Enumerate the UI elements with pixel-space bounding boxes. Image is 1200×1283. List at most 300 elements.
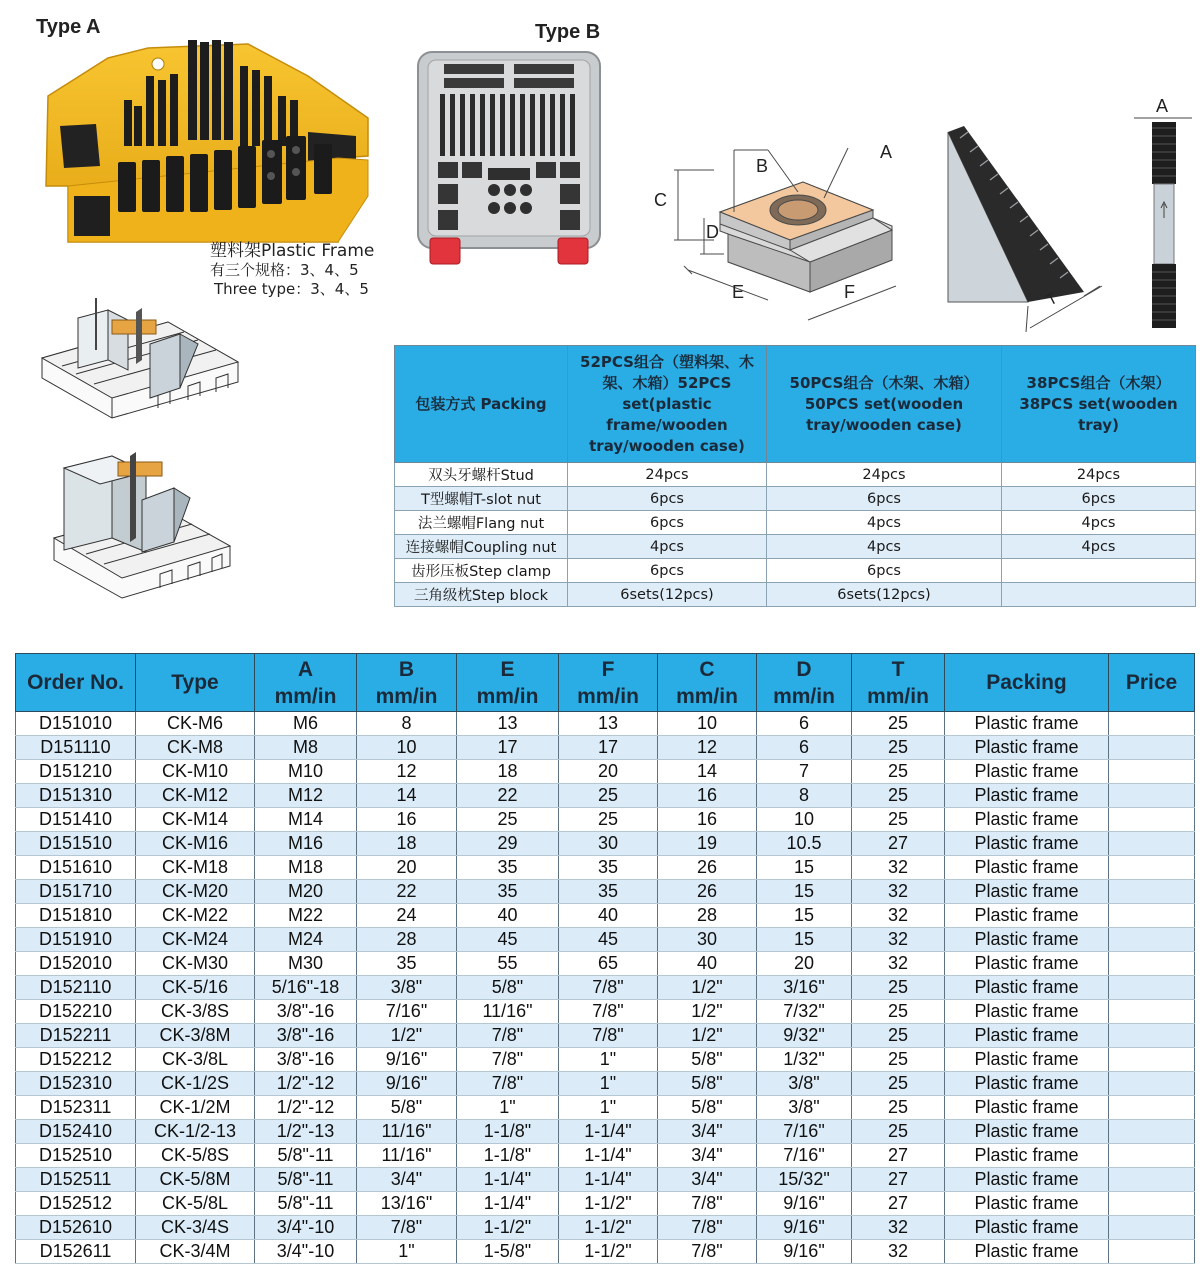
spec-value-cell: 25 [852,1024,945,1048]
spec-value-cell: 25 [852,1120,945,1144]
spec-value-cell: 28 [658,904,757,928]
price-cell [1109,1072,1195,1096]
price-cell [1109,1216,1195,1240]
spec-value-cell: 5/16"-18 [255,976,357,1000]
spec-value-cell: 20 [757,952,852,976]
packing-quantity-cell: 6pcs [568,487,767,511]
price-cell [1109,784,1195,808]
spec-table-row [16,1240,1195,1264]
order-number-cell: D151210 [16,760,136,784]
spec-value-cell: 6 [757,736,852,760]
dim-label-t: T [1043,289,1061,310]
packing-table-row [395,487,1196,511]
order-number-cell: D152611 [16,1240,136,1264]
spec-value-cell: 18 [457,760,559,784]
price-cell [1109,1120,1195,1144]
spec-value-cell: 8 [357,712,457,736]
spec-value-cell: 65 [559,952,658,976]
order-number-cell: D152212 [16,1048,136,1072]
price-cell [1109,760,1195,784]
spec-table-row [16,976,1195,1000]
spec-value-cell: Plastic frame [945,1216,1109,1240]
spec-value-cell: 26 [658,856,757,880]
type-cell: CK-3/4M [136,1240,255,1264]
spec-value-cell: Plastic frame [945,1072,1109,1096]
spec-value-cell: 1-1/4" [457,1168,559,1192]
frame-note-line-1: 塑料架Plastic Frame [210,241,375,261]
spec-header-unit: mm/in [274,684,337,708]
type-cell: CK-M24 [136,928,255,952]
spec-value-cell: Plastic frame [945,928,1109,952]
spec-value-cell: Plastic frame [945,976,1109,1000]
price-cell [1109,736,1195,760]
packing-quantity-cell: 6sets(12pcs) [568,583,767,607]
spec-header-label: B [398,657,415,681]
spec-value-cell: 1-1/8" [457,1120,559,1144]
spec-value-cell: 55 [457,952,559,976]
spec-header-label: C [699,657,715,681]
price-cell [1109,976,1195,1000]
spec-value-cell: 25 [852,760,945,784]
order-number-cell: D152310 [16,1072,136,1096]
order-number-cell: D151010 [16,712,136,736]
packing-quantity-cell: 6pcs [568,511,767,535]
spec-header-cell [255,654,357,712]
clamp-setup-illustration-1 [38,290,242,422]
order-number-cell: D151510 [16,832,136,856]
packing-table-row [395,463,1196,487]
spec-value-cell: 1" [559,1048,658,1072]
spec-value-cell: 40 [457,904,559,928]
spec-header-label: F [601,657,615,681]
spec-value-cell: 12 [357,760,457,784]
spec-value-cell: 17 [559,736,658,760]
type-cell: CK-5/16 [136,976,255,1000]
spec-value-cell: 25 [852,1048,945,1072]
spec-value-cell: 17 [457,736,559,760]
spec-value-cell: 3/8" [757,1072,852,1096]
type-cell: CK-M12 [136,784,255,808]
spec-value-cell: 1-5/8" [457,1240,559,1264]
type-cell: CK-M22 [136,904,255,928]
spec-value-cell: 3/8"-16 [255,1000,357,1024]
dim-label-a-stud: A [1156,96,1169,116]
spec-value-cell: 25 [852,808,945,832]
spec-value-cell: 1" [357,1240,457,1264]
spec-value-cell: M22 [255,904,357,928]
packing-quantity-cell [1002,559,1196,583]
spec-value-cell: 10 [357,736,457,760]
type-cell: CK-5/8M [136,1168,255,1192]
packing-table-row [395,535,1196,559]
spec-value-cell: 7/16" [757,1144,852,1168]
spec-value-cell: Plastic frame [945,1024,1109,1048]
clamp-kit-spec-table [15,653,1195,1264]
spec-value-cell: Plastic frame [945,1192,1109,1216]
packing-header-cell: 38PCS组合（木架）38PCS set(wooden tray) [1002,346,1196,463]
spec-value-cell: Plastic frame [945,904,1109,928]
price-cell [1109,1096,1195,1120]
spec-value-cell: 7/16" [357,1000,457,1024]
type-cell: CK-M16 [136,832,255,856]
spec-table-row [16,1192,1195,1216]
spec-value-cell: 1/2" [658,1024,757,1048]
spec-value-cell: 7/16" [757,1120,852,1144]
price-cell [1109,808,1195,832]
order-number-cell: D151310 [16,784,136,808]
frame-note-line-2: 有三个规格：3、4、5 [210,261,359,279]
spec-value-cell: M14 [255,808,357,832]
packing-quantity-cell: 4pcs [767,535,1002,559]
dim-label-d: D [706,222,719,242]
spec-header-unit: mm/in [676,684,738,708]
type-cell: CK-3/4S [136,1216,255,1240]
spec-value-cell: 35 [457,856,559,880]
packing-quantity-cell: 4pcs [1002,511,1196,535]
spec-table-row [16,856,1195,880]
spec-header-label: Price [1125,671,1178,694]
order-number-cell: D151910 [16,928,136,952]
spec-table-row [16,1000,1195,1024]
spec-value-cell: 5/8" [658,1096,757,1120]
spec-value-cell: 7/8" [658,1192,757,1216]
spec-value-cell: 11/16" [457,1000,559,1024]
step-block-dimension-diagram [940,122,1112,338]
spec-header-unit: mm/in [773,684,835,708]
spec-value-cell: M8 [255,736,357,760]
type-cell: CK-5/8L [136,1192,255,1216]
order-number-cell: D151110 [16,736,136,760]
spec-value-cell: 10 [658,712,757,736]
type-cell: CK-M30 [136,952,255,976]
spec-value-cell: 27 [852,1192,945,1216]
spec-value-cell: 15 [757,928,852,952]
spec-table-row [16,880,1195,904]
spec-header-cell [852,654,945,712]
order-number-cell: D152510 [16,1144,136,1168]
spec-value-cell: 3/8" [357,976,457,1000]
spec-header-cell [136,654,255,712]
packing-quantity-cell: 4pcs [767,511,1002,535]
spec-value-cell: 30 [559,832,658,856]
spec-value-cell: Plastic frame [945,952,1109,976]
packing-quantity-cell: 4pcs [1002,535,1196,559]
spec-value-cell: 20 [357,856,457,880]
packing-quantity-cell: 4pcs [568,535,767,559]
spec-value-cell: 12 [658,736,757,760]
dim-label-a: A [880,142,893,162]
stud-dimension-diagram [1128,96,1200,332]
packing-quantity-cell: 6pcs [767,559,1002,583]
type-cell: CK-M6 [136,712,255,736]
spec-value-cell: 19 [658,832,757,856]
packing-quantity-cell [1002,583,1196,607]
spec-table-row [16,952,1195,976]
packing-quantity-cell: 24pcs [767,463,1002,487]
spec-value-cell: 20 [559,760,658,784]
spec-value-cell: 25 [852,784,945,808]
price-cell [1109,1168,1195,1192]
spec-value-cell: 7/8" [559,1024,658,1048]
spec-header-unit: mm/in [867,684,929,708]
spec-value-cell: 25 [852,736,945,760]
packing-quantity-cell: 6pcs [1002,487,1196,511]
packing-table-row [395,559,1196,583]
dim-label-c: C [654,190,667,210]
spec-value-cell: 5/8"-11 [255,1168,357,1192]
spec-header-cell [559,654,658,712]
price-cell [1109,1048,1195,1072]
price-cell [1109,880,1195,904]
spec-table-header [16,654,1195,712]
price-cell [1109,832,1195,856]
t-slot-nut-dimension-diagram [648,142,914,332]
spec-value-cell: 1" [559,1096,658,1120]
spec-value-cell: 9/16" [757,1216,852,1240]
spec-value-cell: M12 [255,784,357,808]
spec-table-row [16,1168,1195,1192]
spec-value-cell: 1-1/2" [457,1216,559,1240]
price-cell [1109,904,1195,928]
spec-value-cell: 1-1/4" [559,1144,658,1168]
spec-value-cell: 25 [457,808,559,832]
spec-value-cell: Plastic frame [945,1000,1109,1024]
packing-quantity-cell: 6pcs [767,487,1002,511]
spec-value-cell: 3/16" [757,976,852,1000]
spec-value-cell: 6 [757,712,852,736]
packing-table-row [395,511,1196,535]
spec-value-cell: Plastic frame [945,1096,1109,1120]
spec-value-cell: 35 [559,856,658,880]
order-number-cell: D151710 [16,880,136,904]
packing-quantity-cell: 24pcs [1002,463,1196,487]
spec-value-cell: M24 [255,928,357,952]
order-number-cell: D151610 [16,856,136,880]
spec-value-cell: 14 [658,760,757,784]
spec-value-cell: 3/8"-16 [255,1024,357,1048]
spec-header-label: Packing [986,671,1067,694]
type-cell: CK-M18 [136,856,255,880]
price-cell [1109,1192,1195,1216]
spec-value-cell: 24 [357,904,457,928]
spec-value-cell: 27 [852,1168,945,1192]
order-number-cell: D152110 [16,976,136,1000]
spec-value-cell: 9/16" [757,1240,852,1264]
spec-value-cell: 35 [457,880,559,904]
spec-value-cell: M6 [255,712,357,736]
spec-header-cell [1109,654,1195,712]
spec-table-row [16,832,1195,856]
spec-value-cell: 32 [852,1216,945,1240]
spec-table-row [16,760,1195,784]
spec-value-cell: Plastic frame [945,1120,1109,1144]
spec-header-label: D [796,657,812,681]
price-cell [1109,928,1195,952]
dim-label-e: E [732,282,745,302]
spec-table-row [16,1144,1195,1168]
spec-value-cell: 7/8" [559,1000,658,1024]
price-cell [1109,1000,1195,1024]
plastic-frame-clamp-kit-image [38,36,374,248]
packing-table-header [395,346,1196,463]
spec-header-label: A [297,657,314,681]
spec-table-row [16,1072,1195,1096]
spec-value-cell: Plastic frame [945,784,1109,808]
spec-value-cell: Plastic frame [945,856,1109,880]
packing-quantity-cell: 6sets(12pcs) [767,583,1002,607]
spec-header-cell [945,654,1109,712]
spec-value-cell: 5/8" [658,1048,757,1072]
spec-value-cell: 13 [559,712,658,736]
spec-header-cell [757,654,852,712]
spec-value-cell: 1-1/2" [559,1240,658,1264]
packing-item-name: 法兰螺帽Flang nut [395,511,568,535]
spec-value-cell: 15 [757,880,852,904]
spec-value-cell: 22 [357,880,457,904]
spec-value-cell: 32 [852,880,945,904]
spec-value-cell: 3/4" [658,1168,757,1192]
type-cell: CK-M20 [136,880,255,904]
spec-value-cell: 9/32" [757,1024,852,1048]
spec-value-cell: 13/16" [357,1192,457,1216]
spec-value-cell: 22 [457,784,559,808]
spec-table-row [16,1096,1195,1120]
spec-header-cell [457,654,559,712]
order-number-cell: D152010 [16,952,136,976]
type-cell: CK-3/8L [136,1048,255,1072]
spec-value-cell: 1/2" [658,1000,757,1024]
spec-value-cell: M30 [255,952,357,976]
spec-value-cell: 9/16" [757,1192,852,1216]
packing-quantity-cell: 24pcs [568,463,767,487]
spec-value-cell: 32 [852,1240,945,1264]
spec-value-cell: 27 [852,1144,945,1168]
spec-header-cell [16,654,136,712]
spec-value-cell: Plastic frame [945,1168,1109,1192]
spec-value-cell: 1" [559,1072,658,1096]
spec-value-cell: Plastic frame [945,760,1109,784]
spec-header-unit: mm/in [476,684,539,708]
spec-value-cell: 26 [658,880,757,904]
spec-value-cell: 15 [757,904,852,928]
packing-item-name: 三角级枕Step block [395,583,568,607]
spec-table-row [16,712,1195,736]
type-cell: CK-5/8S [136,1144,255,1168]
order-number-cell: D152210 [16,1000,136,1024]
spec-table-row [16,904,1195,928]
spec-value-cell: 27 [852,832,945,856]
spec-value-cell: 1-1/4" [457,1192,559,1216]
spec-table-row [16,928,1195,952]
packing-header-cell: 50PCS组合（木架、木箱）50PCS set(wooden tray/wooden case) [767,346,1002,463]
price-cell [1109,712,1195,736]
dim-label-f: F [844,282,855,302]
spec-header-cell [658,654,757,712]
spec-value-cell: M18 [255,856,357,880]
spec-header-label: E [500,657,515,681]
packing-item-name: 双头牙螺杆Stud [395,463,568,487]
spec-value-cell: 15/32" [757,1168,852,1192]
type-cell: CK-3/8M [136,1024,255,1048]
order-number-cell: D152610 [16,1216,136,1240]
spec-value-cell: 7 [757,760,852,784]
order-number-cell: D152311 [16,1096,136,1120]
spec-table-row [16,736,1195,760]
packing-header-cell: 包装方式 Packing [395,346,568,463]
spec-header-cell [357,654,457,712]
spec-value-cell: 5/8" [457,976,559,1000]
spec-value-cell: 3/4" [658,1144,757,1168]
spec-value-cell: Plastic frame [945,1240,1109,1264]
spec-header-label: T [891,657,905,681]
spec-value-cell: 5/8"-11 [255,1192,357,1216]
spec-value-cell: 1/2" [658,976,757,1000]
spec-value-cell: Plastic frame [945,808,1109,832]
spec-value-cell: 1-1/8" [457,1144,559,1168]
spec-value-cell: 15 [757,856,852,880]
spec-value-cell: 14 [357,784,457,808]
spec-value-cell: 30 [658,928,757,952]
spec-value-cell: 25 [852,1000,945,1024]
spec-header-label: Type [171,671,219,694]
spec-value-cell: 3/4" [357,1168,457,1192]
spec-value-cell: 7/8" [658,1240,757,1264]
spec-table-row [16,1024,1195,1048]
spec-value-cell: 35 [357,952,457,976]
price-cell [1109,856,1195,880]
spec-value-cell: 9/16" [357,1072,457,1096]
type-a-title: Type A [36,16,101,38]
type-cell: CK-M8 [136,736,255,760]
spec-value-cell: 8 [757,784,852,808]
type-b-title: Type B [535,21,601,43]
spec-value-cell: 40 [559,904,658,928]
packing-table-row [395,583,1196,607]
spec-value-cell: 32 [852,952,945,976]
packing-header-cell: 52PCS组合（塑料架、木架、木箱）52PCS set(plastic frame/wooden tray/wooden case) [568,346,767,463]
spec-value-cell: 10 [757,808,852,832]
spec-value-cell: 35 [559,880,658,904]
spec-table-row [16,1048,1195,1072]
spec-value-cell: 32 [852,904,945,928]
spec-value-cell: Plastic frame [945,832,1109,856]
spec-header-unit: mm/in [577,684,639,708]
order-number-cell: D151810 [16,904,136,928]
spec-value-cell: 1/32" [757,1048,852,1072]
spec-value-cell: 1-1/4" [559,1120,658,1144]
spec-value-cell: 3/4"-10 [255,1216,357,1240]
spec-value-cell: 45 [559,928,658,952]
spec-value-cell: 25 [559,784,658,808]
spec-value-cell: Plastic frame [945,1048,1109,1072]
spec-value-cell: M16 [255,832,357,856]
type-cell: CK-M10 [136,760,255,784]
spec-value-cell: 7/8" [457,1072,559,1096]
spec-value-cell: 16 [658,808,757,832]
spec-value-cell: Plastic frame [945,1144,1109,1168]
spec-header-label: Order No. [27,671,124,694]
spec-value-cell: 40 [658,952,757,976]
packing-item-name: T型螺帽T-slot nut [395,487,568,511]
spec-header-unit: mm/in [375,684,438,708]
spec-value-cell: 25 [852,1072,945,1096]
spec-value-cell: 25 [559,808,658,832]
spec-table-row [16,1216,1195,1240]
spec-value-cell: 7/8" [658,1216,757,1240]
spec-value-cell: Plastic frame [945,736,1109,760]
spec-table-row [16,808,1195,832]
spec-value-cell: 3/8" [757,1096,852,1120]
